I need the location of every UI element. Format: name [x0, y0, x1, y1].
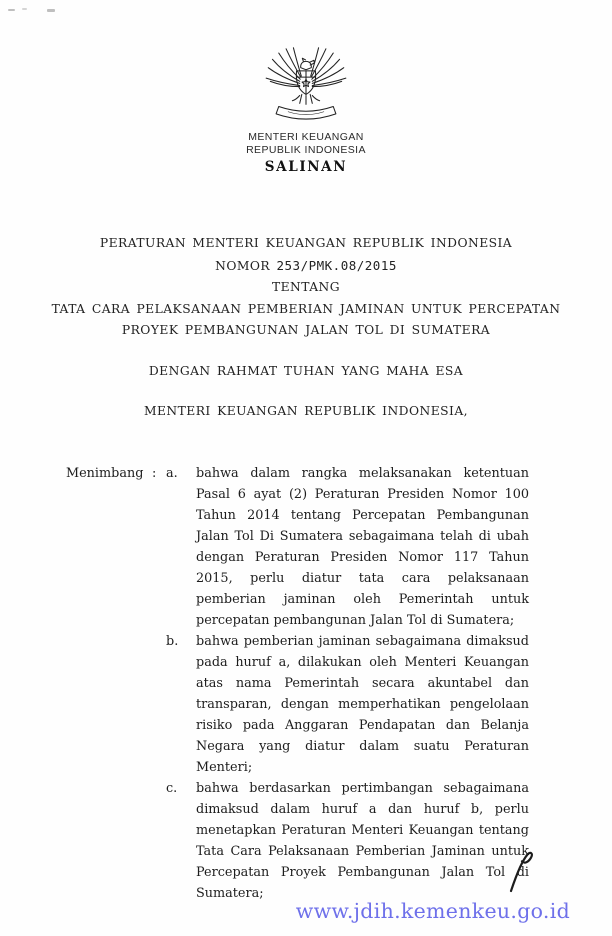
consideration-letter: c. — [166, 781, 178, 796]
consideration-item — [166, 631, 529, 778]
consideration-text: bahwa pemberian jaminan sebagaimana dimaksud pada huruf a, dilakukan oleh Menteri Keuangan atas nama Pemerintah secara akuntabel dan transparan, dengan memperhatikan pengelolaan risiko pada Anggaran Pendapatan dan Belanja Negara yang diatur dalam suatu Peraturan Menteri; — [196, 634, 529, 775]
consideration-items — [166, 463, 529, 904]
subject-line-2: PROYEK PEMBANGUNAN JALAN TOL DI SUMATERA — [121, 323, 491, 337]
regulation-title-block — [0, 233, 612, 342]
consideration-letter: a. — [166, 466, 178, 481]
footer-watermark-link[interactable]: www.jdih.kemenkeu.go.id — [295, 899, 570, 923]
garuda-pancasila-emblem — [263, 44, 349, 126]
menimbang-colon: : — [152, 466, 157, 481]
authority-line: MENTERI KEUANGAN REPUBLIK INDONESIA, — [143, 404, 469, 418]
consideration-item — [166, 463, 529, 631]
copy-stamp: SALINAN — [264, 159, 348, 175]
scan-speck — [47, 9, 55, 12]
emblem-container — [0, 44, 612, 126]
ministry-name-line1: MENTERI KEUANGAN — [248, 131, 364, 143]
regulation-number-line — [0, 255, 612, 278]
nomor-value: 253/PMK.08/2015 — [276, 257, 397, 273]
invocation-line: DENGAN RAHMAT TUHAN YANG MAHA ESA — [148, 364, 464, 378]
subject-line-1: TATA CARA PELAKSANAAN PEMBERIAN JAMINAN UNTUK PERCEPATAN — [51, 301, 561, 316]
scan-speck — [8, 9, 15, 11]
nomor-label: NOMOR — [215, 258, 271, 273]
considerations-section — [66, 463, 529, 904]
consideration-text: bahwa berdasarkan pertimbangan sebagaimana dimaksud dalam huruf a dan huruf b, perlu menetapkan Peraturan Menteri Keuangan tentang Tata Cara Pelaksanaan Pemberian Jaminan untuk Percepatan Proyek Pembangunan Jalan Tol di Sumatera; — [196, 781, 529, 901]
consideration-letter: b. — [166, 634, 179, 649]
scan-speck — [22, 8, 27, 10]
handwritten-initial-mark — [506, 849, 538, 893]
tentang-line: TENTANG — [271, 280, 341, 294]
menimbang-label: Menimbang — [66, 466, 144, 481]
ministry-name-line2: REPUBLIK INDONESIA — [246, 143, 366, 156]
consideration-item — [166, 778, 529, 904]
regulation-title-line: PERATURAN MENTERI KEUANGAN REPUBLIK INDONESIA — [99, 236, 513, 250]
consideration-text: bahwa dalam rangka melaksanakan ketentuan Pasal 6 ayat (2) Peraturan Presiden Nomor 100 Tahun 2014 tentang Percepatan Pembangunan Jalan Tol Di Sumatera sebagaimana telah di ubah dengan Peraturan Presiden Nomor 117 Tahun 2015, perlu diatur tata cara pelaksanaan pemberian jaminan oleh Pemerintah untuk percepatan pembangunan Jalan Tol di Sumatera; — [196, 466, 529, 628]
ministry-name — [0, 131, 612, 156]
